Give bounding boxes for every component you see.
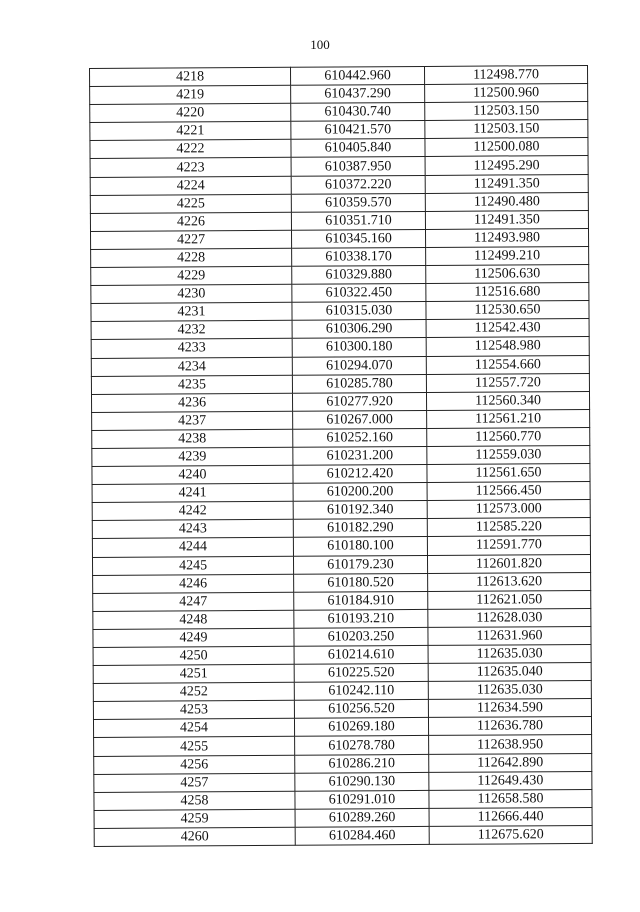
table-row <box>91 337 589 358</box>
point-id-cell: 4223 <box>90 158 291 177</box>
x-coordinate-cell: 610256.520 <box>294 700 428 719</box>
y-coordinate-cell: 112542.430 <box>426 319 589 338</box>
table-row <box>91 355 589 376</box>
table-row <box>90 192 588 213</box>
y-coordinate-cell: 112591.770 <box>427 536 590 555</box>
table-row <box>90 228 588 249</box>
y-coordinate-cell: 112613.620 <box>428 572 591 591</box>
x-coordinate-cell: 610180.100 <box>293 537 427 556</box>
x-coordinate-cell: 610351.710 <box>291 211 425 230</box>
y-coordinate-cell: 112631.960 <box>428 626 591 645</box>
point-id-cell: 4237 <box>92 411 293 430</box>
x-coordinate-cell: 610231.200 <box>293 446 427 465</box>
x-coordinate-cell: 610442.960 <box>290 66 424 85</box>
table-row <box>90 84 588 105</box>
point-id-cell: 4249 <box>93 628 294 647</box>
point-id-cell: 4248 <box>93 610 294 629</box>
x-coordinate-cell: 610289.260 <box>295 808 429 827</box>
point-id-cell: 4233 <box>91 339 292 358</box>
y-coordinate-cell: 112560.770 <box>427 427 590 446</box>
point-id-cell: 4259 <box>94 809 295 828</box>
table-row <box>92 482 590 503</box>
table-row <box>92 409 590 430</box>
table-row <box>92 445 590 466</box>
point-id-cell: 4241 <box>92 483 293 502</box>
y-coordinate-cell: 112561.210 <box>427 409 590 428</box>
y-coordinate-cell: 112559.030 <box>427 445 590 464</box>
point-id-cell: 4245 <box>92 556 293 575</box>
x-coordinate-cell: 610294.070 <box>292 356 426 375</box>
point-id-cell: 4221 <box>90 122 291 141</box>
x-coordinate-cell: 610291.010 <box>295 790 429 809</box>
table-row <box>91 264 589 285</box>
x-coordinate-cell: 610184.910 <box>294 591 428 610</box>
y-coordinate-cell: 112635.030 <box>428 681 591 700</box>
y-coordinate-cell: 112500.080 <box>425 138 588 157</box>
table-row <box>93 663 591 684</box>
table-row <box>92 500 590 521</box>
y-coordinate-cell: 112638.950 <box>429 735 592 754</box>
table-row <box>90 210 588 231</box>
table-row <box>93 590 591 611</box>
y-coordinate-cell: 112530.650 <box>426 301 589 320</box>
point-id-cell: 4254 <box>93 719 294 738</box>
table-row <box>92 518 590 539</box>
y-coordinate-cell: 112573.000 <box>427 500 590 519</box>
x-coordinate-cell: 610203.250 <box>294 627 428 646</box>
x-coordinate-cell: 610192.340 <box>293 501 427 520</box>
point-id-cell: 4238 <box>92 429 293 448</box>
point-id-cell: 4227 <box>90 230 291 249</box>
point-id-cell: 4243 <box>92 520 293 539</box>
x-coordinate-cell: 610242.110 <box>294 682 428 701</box>
point-id-cell: 4231 <box>91 302 292 321</box>
x-coordinate-cell: 610306.290 <box>292 320 426 339</box>
y-coordinate-cell: 112636.780 <box>428 717 591 736</box>
point-id-cell: 4222 <box>90 140 291 159</box>
y-coordinate-cell: 112491.350 <box>425 174 588 193</box>
point-id-cell: 4250 <box>93 646 294 665</box>
table-row <box>93 717 591 738</box>
point-id-cell: 4256 <box>94 755 295 774</box>
x-coordinate-cell: 610200.200 <box>293 483 427 502</box>
y-coordinate-cell: 112566.450 <box>427 482 590 501</box>
x-coordinate-cell: 610300.180 <box>292 338 426 357</box>
x-coordinate-cell: 610387.950 <box>291 157 425 176</box>
table-row <box>93 572 591 593</box>
point-id-cell: 4226 <box>90 212 291 231</box>
point-id-cell: 4242 <box>92 502 293 521</box>
y-coordinate-cell: 112635.030 <box>428 644 591 663</box>
table-row <box>90 102 588 123</box>
point-id-cell: 4220 <box>90 103 291 122</box>
point-id-cell: 4244 <box>92 538 293 557</box>
x-coordinate-cell: 610322.450 <box>292 284 426 303</box>
page-number: 100 <box>310 37 330 52</box>
point-id-cell: 4257 <box>94 773 295 792</box>
table-row <box>93 626 591 647</box>
x-coordinate-cell: 610405.840 <box>291 139 425 158</box>
point-id-cell: 4255 <box>94 737 295 756</box>
coordinates-table <box>89 65 593 847</box>
point-id-cell: 4229 <box>91 266 292 285</box>
y-coordinate-cell: 112554.660 <box>426 355 589 374</box>
y-coordinate-cell: 112506.630 <box>426 264 589 283</box>
point-id-cell: 4239 <box>92 447 293 466</box>
table-row <box>93 681 591 702</box>
x-coordinate-cell: 610180.520 <box>294 573 428 592</box>
table-row <box>94 825 592 846</box>
y-coordinate-cell: 112498.770 <box>424 65 587 84</box>
table-row <box>94 789 592 810</box>
x-coordinate-cell: 610212.420 <box>293 465 427 484</box>
x-coordinate-cell: 610278.780 <box>295 736 429 755</box>
x-coordinate-cell: 610267.000 <box>293 410 427 429</box>
table-row <box>94 753 592 774</box>
y-coordinate-cell: 112490.480 <box>425 192 588 211</box>
y-coordinate-cell: 112557.720 <box>426 373 589 392</box>
table-row <box>91 319 589 340</box>
table-row <box>90 174 588 195</box>
y-coordinate-cell: 112628.030 <box>428 608 591 627</box>
table-row <box>90 120 588 141</box>
y-coordinate-cell: 112495.290 <box>425 156 588 175</box>
point-id-cell: 4260 <box>94 827 295 846</box>
point-id-cell: 4232 <box>91 321 292 340</box>
table-row <box>93 608 591 629</box>
point-id-cell: 4240 <box>92 465 293 484</box>
x-coordinate-cell: 610182.290 <box>293 519 427 538</box>
x-coordinate-cell: 610225.520 <box>294 664 428 683</box>
point-id-cell: 4252 <box>93 682 294 701</box>
x-coordinate-cell: 610315.030 <box>292 302 426 321</box>
point-id-cell: 4228 <box>91 248 292 267</box>
point-id-cell: 4235 <box>91 375 292 394</box>
y-coordinate-cell: 112649.430 <box>429 771 592 790</box>
y-coordinate-cell: 112675.620 <box>429 825 592 844</box>
x-coordinate-cell: 610329.880 <box>292 265 426 284</box>
y-coordinate-cell: 112658.580 <box>429 789 592 808</box>
table-row <box>91 391 589 412</box>
point-id-cell: 4234 <box>91 357 292 376</box>
point-id-cell: 4225 <box>90 194 291 213</box>
table-row <box>94 771 592 792</box>
x-coordinate-cell: 610284.460 <box>295 826 429 845</box>
table-row <box>91 373 589 394</box>
x-coordinate-cell: 610269.180 <box>294 718 428 737</box>
point-id-cell: 4218 <box>90 67 291 86</box>
table-row <box>93 699 591 720</box>
x-coordinate-cell: 610214.610 <box>294 645 428 664</box>
y-coordinate-cell: 112642.890 <box>429 753 592 772</box>
point-id-cell: 4251 <box>93 664 294 683</box>
x-coordinate-cell: 610277.920 <box>292 392 426 411</box>
point-id-cell: 4236 <box>91 393 292 412</box>
table-row <box>90 65 588 86</box>
y-coordinate-cell: 112560.340 <box>426 391 589 410</box>
y-coordinate-cell: 112493.980 <box>425 228 588 247</box>
table-row <box>94 807 592 828</box>
table-row <box>90 138 588 159</box>
point-id-cell: 4246 <box>93 574 294 593</box>
x-coordinate-cell: 610345.160 <box>291 229 425 248</box>
table-row <box>92 464 590 485</box>
x-coordinate-cell: 610286.210 <box>295 754 429 773</box>
x-coordinate-cell: 610285.780 <box>292 374 426 393</box>
x-coordinate-cell: 610179.230 <box>293 555 427 574</box>
x-coordinate-cell: 610252.160 <box>293 428 427 447</box>
table-row <box>92 536 590 557</box>
y-coordinate-cell: 112491.350 <box>425 210 588 229</box>
table-row <box>91 246 589 267</box>
coordinates-table-body <box>90 65 593 846</box>
x-coordinate-cell: 610372.220 <box>291 175 425 194</box>
point-id-cell: 4219 <box>90 85 291 104</box>
y-coordinate-cell: 112548.980 <box>426 337 589 356</box>
y-coordinate-cell: 112503.150 <box>425 120 588 139</box>
x-coordinate-cell: 610193.210 <box>294 609 428 628</box>
y-coordinate-cell: 112503.150 <box>425 102 588 121</box>
point-id-cell: 4224 <box>90 176 291 195</box>
table-row <box>92 554 590 575</box>
y-coordinate-cell: 112634.590 <box>428 699 591 718</box>
y-coordinate-cell: 112516.680 <box>426 283 589 302</box>
x-coordinate-cell: 610437.290 <box>291 85 425 104</box>
table-row <box>90 156 588 177</box>
table-row <box>93 644 591 665</box>
table-row <box>92 427 590 448</box>
y-coordinate-cell: 112561.650 <box>427 464 590 483</box>
y-coordinate-cell: 112635.040 <box>428 663 591 682</box>
table-row <box>91 301 589 322</box>
point-id-cell: 4247 <box>93 592 294 611</box>
table-row <box>91 283 589 304</box>
y-coordinate-cell: 112666.440 <box>429 807 592 826</box>
point-id-cell: 4258 <box>94 791 295 810</box>
x-coordinate-cell: 610290.130 <box>295 772 429 791</box>
table-row <box>94 735 592 756</box>
x-coordinate-cell: 610359.570 <box>291 193 425 212</box>
y-coordinate-cell: 112585.220 <box>427 518 590 537</box>
y-coordinate-cell: 112499.210 <box>426 246 589 265</box>
y-coordinate-cell: 112500.960 <box>425 84 588 103</box>
point-id-cell: 4230 <box>91 284 292 303</box>
x-coordinate-cell: 610421.570 <box>291 121 425 140</box>
y-coordinate-cell: 112601.820 <box>427 554 590 573</box>
point-id-cell: 4253 <box>93 701 294 720</box>
y-coordinate-cell: 112621.050 <box>428 590 591 609</box>
x-coordinate-cell: 610338.170 <box>292 247 426 266</box>
x-coordinate-cell: 610430.740 <box>291 103 425 122</box>
